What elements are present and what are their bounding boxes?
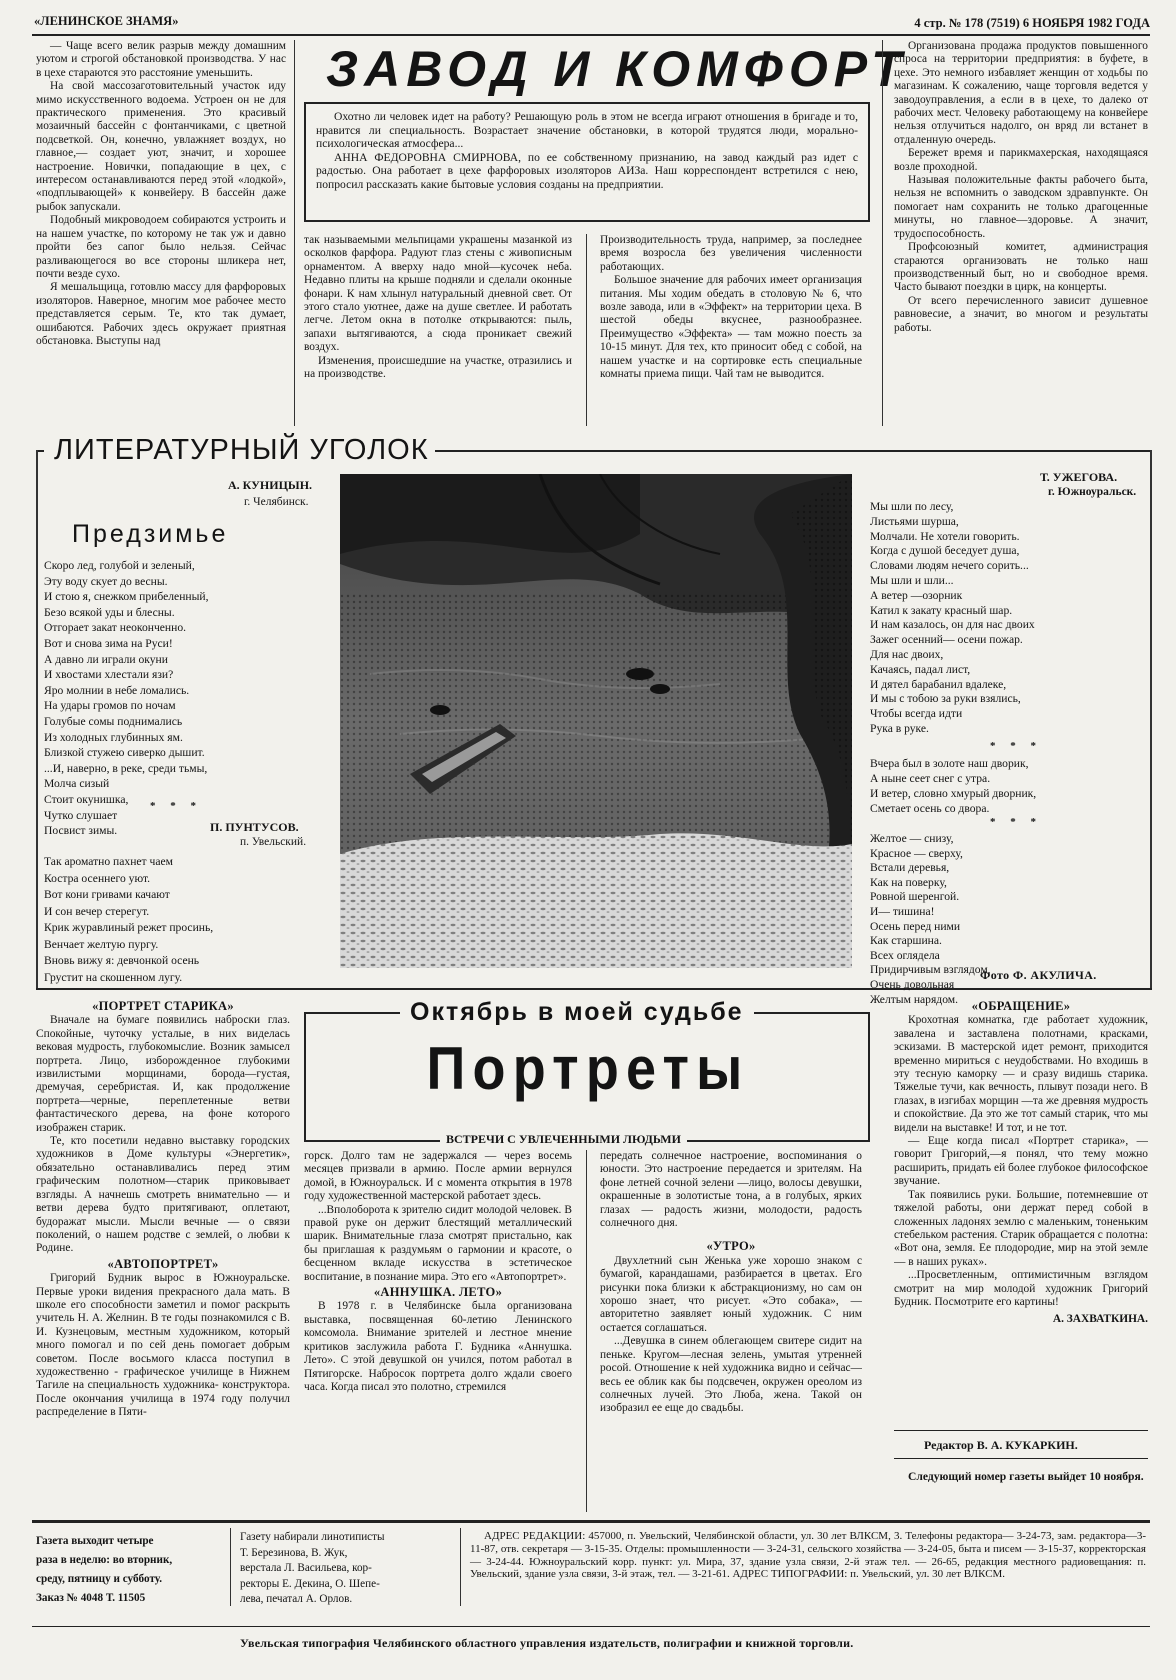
poem3-place: г. Южноуральск.: [1048, 486, 1137, 498]
poem1-place: г. Челябинск.: [244, 496, 309, 508]
poem-line: И хвостами хлестали язи?: [44, 668, 174, 682]
paragraph: передать солнечное настроение, воспоминания о юности. Это настроение передается и зрителям. На фоне летней сочной зелени —лицо, волосы девушки, окрашенные в золотистые тона, а в голубых, ярких глазах — радость жизни, молодости, радость солнечного дня.: [600, 1150, 862, 1230]
paragraph: Производительность труда, например, за последнее время возросла без увеличения численности работающих.: [600, 234, 862, 273]
poem-line: Как старшина.: [870, 934, 942, 948]
poem-line: Придирчивым взглядом,: [870, 963, 991, 977]
literary-frame-right: [1150, 450, 1152, 988]
paragraph: Крохотная комнатка, где работает художник, завалена и заставлена полотнами, красками, эскизами. В мастерской идет ремонт, приходится временно мириться с неудобствами. Но входишь в эту тесную каморку — и сразу видишь старика. Тяжелые тучи, как вечность, плывут позади него. В глазах, в изгибах морщин —та же древняя мудрость и спокойствие. Да это же тот самый старик, что мы видели на выставке! И тот, и не тот.: [894, 1014, 1148, 1134]
footer-rule-bottom: [32, 1626, 1150, 1627]
poem-line: Листьями шурша,: [870, 514, 959, 528]
separator-stars: * * *: [990, 740, 1042, 752]
poem-line: Близкой стужею сиверко дышит.: [44, 746, 205, 760]
poem-line: Чтобы всегда идти: [870, 707, 963, 721]
poem-line: Ровной шеренгой.: [870, 890, 960, 904]
article1-column-1: [36, 40, 286, 426]
poem-line: Качаясь, падал лист,: [870, 662, 971, 676]
poem-line: На удары громов по ночам: [44, 699, 176, 713]
poem-line: И— тишина!: [870, 904, 935, 918]
poem-line: Рука в руке.: [870, 721, 929, 735]
poem-line: Из холодных глубинных ям.: [44, 730, 183, 744]
article1-title: ЗАВОД И КОМФОРТ: [326, 41, 908, 97]
literary-title: ЛИТЕРАТУРНЫЙ УГОЛОК: [48, 434, 435, 467]
editor-rule: [894, 1430, 1148, 1431]
issue-info: 4 стр. № 178 (7519) 6 НОЯБРЯ 1982 ГОДА: [914, 16, 1150, 30]
poem-line: Когда с душой беседует душа,: [870, 544, 1020, 558]
paragraph: Организована продажа продуктов повышенного спроса на территории предприятия: в буфете, в цехе. Это немного избавляет женщин от ходьбы по магазинам. К сожалению, чаще торговля ведется у заводоуправления, а если в в цехе, то далеко от рабочих мест. Человеку работающему на конвейере нельзя отлучиться надолго, он вряд ли встанет в отдаленную очередь.: [894, 40, 1148, 146]
portraits-title: Портреты: [426, 1035, 750, 1102]
poem-line: Яро молнии в небе ломались.: [44, 683, 190, 697]
lead-paragraph: АННА ФЕДОРОВНА СМИРНОВА, по ее собственному признанию, на завод каждый раз идет с радостью. Она работает в цехе фарфоровых изоляторов АИЗа. Наш корреспондент встретился с нею, попросил рассказать какие бытовые условия созданы на предприятии.: [316, 150, 858, 191]
poem-line: И мы с тобою за руки взялись,: [870, 692, 1021, 706]
literary-frame-top: [432, 450, 1152, 452]
paragraph: На свой массозаготовительный участок иду мимо искусственного водоема. Устроен он не для практического применения. Это красивый мозаичный бассейн с фонтанчиками, с цветной подсветкой. Он, конечно, увлажняет воздух, но главное,— создает уют, значит, и хорошее настроение. Новички, попадающие в цех, с интересом останавливаются перед этой «лодкой», «подплывающей» к конвейеру. В бассейн даже рыбок запускали.: [36, 80, 286, 213]
poem-line: Костра осеннего уют.: [44, 871, 151, 885]
poem-line: Для нас двоих,: [870, 647, 944, 661]
poem-line: ...И, наверно, в реке, среди тьмы,: [44, 761, 208, 775]
paragraph: ...Вполоборота к зрителю сидит молодой человек. В правой руке он держит блестящий металлический шарик. Внимательные глаза смотрят пристально, как бы приглашая к раздумьям о гармонии и красоте, о бесценном вкладе искусства в эстетическое воспитание, в познание мира. Это его «Автопортрет».: [304, 1203, 572, 1283]
article2-column-2: [304, 1150, 572, 1512]
poem-line: И нам казалось, он для нас двоих: [870, 618, 1035, 632]
lake-photo-image: [340, 474, 852, 968]
article1-column-4: [894, 40, 1148, 426]
poem-line: Так ароматно пахнет чаем: [44, 855, 173, 868]
paragraph: Большое значение для рабочих имеет организация питания. Мы ходим обедать в столовую № 6, что возле завода, или в «Эффект» на территории цеха. В шестой обеды вкуснее, разнообразнее. Преимущество «Эффекта» — там можно поесть за 10-15 минут. Для тех, кто приносит обед с собой, на нашем участке и на сортировке есть специальные комнаты приема пищи. Чай там не выводится.: [600, 274, 862, 381]
footer-line: Заказ № 4048 Т. 11505: [36, 1592, 146, 1604]
paragraph: В 1978 г. в Челябинске была организована выставка, посвященная 60-летию Ленинского комсомола. Внимание зрителей и лестное мнение критиков заслужила работа Г. Будника «Аннушка. Лето». С этой девушкой он учился, потом работал в Пятигорске. Набросок портрета долго ждали своего часа. Когда писал это полотно, стремился: [304, 1300, 572, 1393]
paragraph: ...Просветленным, оптимистичным взглядом смотрит на мир молодой художник Григорий Будник. Посмотрите его картины!: [894, 1269, 1148, 1308]
poem-line: И сон вечер стерегут.: [44, 904, 150, 918]
subheading: «ОБРАЩЕНИЕ»: [971, 999, 1071, 1013]
column-rule: [586, 234, 587, 426]
portraits-kicker: Октябрь в моей судьбе: [400, 998, 754, 1027]
poem1-title: Предзимье: [72, 520, 229, 548]
editor-rule: [894, 1458, 1148, 1459]
article1-column-2: [304, 234, 572, 426]
poem3-text-b: [870, 756, 1144, 816]
article1-column-3: [600, 234, 862, 426]
poem2-place: п. Увельский.: [240, 836, 307, 848]
paragraph: так называемыми мельпицами украшены мазанкой из осколков фарфора. Радуют глаз стены с живописным орнаментом. А вверху надо мной—кусочек неба. Недавно плиты на крыше подняли и сделали оконные фонари. К нам хлынул натуральный дневной свет. От этого стало уютнее, даже на душе светлее. И работать легче. Летом окна в потолке открываются: пыль, запахи вытягиваются, а сюда проникает свежий воздух.: [304, 234, 572, 354]
poem-line: Чутко слушает: [44, 808, 118, 822]
poem3-text-c: [870, 832, 1144, 1007]
footer-line: раза в неделю: во вторник,: [36, 1554, 173, 1566]
lead-paragraph: Охотно ли человек идет на работу? Решающую роль в этом не всегда играют отношения в бригаде и то, нравится ли специальность. Возрастает значение обстановки, в которой трудятся люди, морально-психологическая атмосфера...: [316, 110, 858, 151]
paper-name: «ЛЕНИНСКОЕ ЗНАМЯ»: [34, 14, 179, 28]
poem-line: И ветер, словно хмурый дворник,: [870, 787, 1037, 800]
column-rule: [882, 40, 883, 426]
printer-line: Увельская типография Челябинского областного управления издательств, полиграфии и книжной торговли.: [240, 1636, 854, 1650]
poem-line: Зажег осенний— осени пожар.: [870, 633, 1023, 647]
poem1-author: А. КУНИЦЫН.: [228, 478, 313, 492]
masthead-rule: [32, 34, 1150, 36]
poem-line: Отгорает закат неоконченно.: [44, 621, 187, 635]
paragraph: Профсоюзный комитет, администрация стараются организовать не только наш производственный быт, но и свободное время. Часто бывают поездки в цирк, на концерты.: [894, 241, 1148, 294]
poem2-text: [44, 854, 320, 986]
poem-line: Эту воду скует до весны.: [44, 574, 168, 588]
poem-line: Осень перед ними: [870, 919, 961, 933]
subheading: «АННУШКА. ЛЕТО»: [373, 1285, 503, 1300]
subheading: «ПОРТРЕТ СТАРИКА»: [92, 999, 234, 1013]
poem-line: И дятел барабанил вдалеке,: [870, 677, 1007, 691]
paragraph: ...Девушка в синем облегающем свитере сидит на пеньке. Кругом—лесная зелень, умытая утренней росой. Отношение к ней художника видно и сейчас— весь ее облик как бы подсвечен, окружен ореолом из солнечных лучей. Это Люба, жена. Такой он изобразил ее еще до свадьбы.: [600, 1335, 862, 1415]
poem-line: Безо всякой уды и блесны.: [44, 605, 175, 619]
article2-column-3: [600, 1150, 862, 1512]
footer-rule: [230, 1528, 231, 1606]
footer-line: Т. Березинова, В. Жук,: [240, 1546, 348, 1559]
poem-line: Вот и снова зима на Руси!: [44, 636, 173, 650]
poem-line: Стоит окунишка,: [44, 792, 129, 806]
poem-line: Сметает осень со двора.: [870, 802, 990, 815]
footer-line: верстала Л. Васильева, кор-: [240, 1562, 372, 1575]
poem-line: Как на поверку,: [870, 875, 947, 889]
footer-staff: [240, 1530, 450, 1608]
article2-column-4: [894, 998, 1148, 1420]
footer-line: среду, пятницу и субботу.: [36, 1573, 163, 1585]
poem-line: Вчера был в золоте наш дворик,: [870, 757, 1029, 770]
poem-line: Очень довольная: [870, 977, 955, 991]
paragraph: Называя положительные факты рабочего быта, нельзя не вспомнить о заводском здравпункте. Он помогает нам сохранить не только драгоценные минуты, но главное—здоровье. А значит, трудоспособность.: [894, 174, 1148, 240]
poem-line: Вот кони гривами качают: [44, 888, 170, 901]
byline: А. ЗАХВАТКИНА.: [1052, 1313, 1148, 1326]
poem-line: И стою я, снежком прибеленный,: [44, 590, 209, 604]
paragraph: Бережет время и парикмахерская, находящаяся возле проходной.: [894, 147, 1148, 173]
subheading: «УТРО»: [706, 1239, 756, 1254]
paragraph: горск. Долго там не задержался — через восемь месяцев призвали в армию. После армии вернулся домой, в Южноуральск. И с момента открытия в 1978 году художественной мастерской работает здесь.: [304, 1150, 572, 1203]
lake-photo: [340, 474, 852, 968]
poem-line: А давно ли играли окуни: [44, 652, 168, 666]
footer-schedule: [36, 1532, 216, 1608]
poem-line: Желтым нарядом.: [870, 992, 959, 1006]
separator-stars: * * *: [150, 800, 202, 812]
footer-line: ректоры Е. Декина, О. Шепе-: [240, 1577, 380, 1590]
poem-line: Желтое — снизу,: [870, 832, 954, 845]
poem-line: Грустит на скошенном лугу.: [44, 970, 183, 984]
poem-line: Венчает желтую пургу.: [44, 937, 159, 951]
paragraph: Я мешальщица, готовлю массу для фарфоровых изоляторов. Наверное, многим мое рабочее место представляется серым. Те, кто так думает, ошибаются. Рабочих здесь окружает приятная обстановка. Выступы над: [36, 281, 286, 347]
poem-line: Крик журавлиный режет просинь,: [44, 921, 214, 934]
poem-line: Скоро лед, голубой и зеленый,: [44, 559, 195, 572]
subheading: «АВТОПОРТРЕТ»: [107, 1256, 219, 1271]
paragraph: Подобный микроводоем собираются устроить и на нашем участке, по которому не так уж и давно пройти без сапог было нельзя. Сейчас разливающегося во все стороны шликера нет, почти везде сухо.: [36, 214, 286, 280]
poem1-text: [44, 558, 320, 839]
paragraph: Те, кто посетили недавно выставку городских художников в Доме культуры «Энергетик», обязательно останавливались перед этим графическим полотном—старик приковывает взгляды. А начнешь смотреть внимательно — и ветви дерева будто притягивают, оплетают, будоражат мысли. Мысли вечные — о связи поколений, о нашем родстве с землей, о любви к Родине.: [36, 1135, 290, 1255]
article2-column-1: [36, 998, 290, 1512]
poem3-author: Т. УЖЕГОВА.: [1040, 470, 1118, 484]
article1-lead: [304, 102, 870, 222]
paragraph: Изменения, происшедшие на участке, отразились и на производстве.: [304, 354, 572, 381]
portraits-rubric: ВСТРЕЧИ С УВЛЕЧЕННЫМИ ЛЮДЬМИ: [440, 1132, 687, 1147]
footer-line: Газета выходит четыре: [36, 1535, 154, 1547]
paragraph: От всего перечисленного зависит душевное равновесие, а значит, во многом и результаты работы.: [894, 294, 1148, 334]
poem-line: Мы шли и шли...: [870, 573, 954, 587]
footer-rule: [460, 1528, 461, 1606]
poem-line: Голубые сомы поднимались: [44, 714, 183, 728]
paragraph: Григорий Будник вырос в Южноуральске. Первые уроки видения прекрасного дала мать. В школе его способности заметил и помог раскрыть учитель Н. А. Желнин. В те годы познакомился с В. И. Кузнецовым, местным художником, который много помогал и по сей день помогает добрым советом. После восьмого класса поступил в художественно - графическое училище в Нижнем Тагиле на специальность художника- конструктора. После окончания училища в 1974 году получил распределение в Пяти-: [36, 1272, 290, 1419]
poem-line: Всех оглядела: [870, 948, 940, 962]
poem-line: Красное — сверху,: [870, 846, 963, 860]
separator-stars: * * *: [990, 816, 1042, 828]
footer-address: АДРЕС РЕДАКЦИИ: 457000, п. Увельский, Челябинской области, ул. 30 лет ВЛКСМ, 3. Телефоны редактора— 3-24-73, зам. редактора—3-11-87, отв. секретаря — 3-15-35. Отделы: промышленности — 3-24-31, сельского хозяйства — 3-24-05, быта и писем — 3-15-37, корректорская — 3-24-44. Южноуральский корр. пункт: ул. Мира, 37, здание узла связи, 2-й этаж тел. — 26-65, редакция местного радиовещания: п. Увельский, здание узла связи, 3-й этаж, тел. — 3-21-61. АДРЕС ТИПОГРАФИИ: п. Увельский, ул. 30 лет ВЛКСМ.: [470, 1530, 1146, 1581]
footer-line: лева, печатал А. Орлов.: [240, 1593, 353, 1606]
column-rule: [586, 1150, 587, 1512]
footer-line: Газету набирали линотиписты: [240, 1531, 385, 1543]
poem-line: Словами людям нечего сорить...: [870, 559, 1029, 573]
poem-line: Встали деревья,: [870, 861, 950, 875]
poem-line: Молча сизый: [44, 777, 110, 791]
poem-line: Молчали. Не хотели говорить.: [870, 529, 1020, 543]
poem3-text-a: [870, 500, 1144, 737]
poem-line: Мы шли по лесу,: [870, 500, 954, 513]
editor-line: Редактор В. А. КУКАРКИН.: [924, 1438, 1078, 1452]
column-rule: [294, 40, 295, 426]
poem2-author: П. ПУНТУСОВ.: [210, 820, 299, 834]
poem-line: Вновь вижу я: девчонкой осень: [44, 954, 200, 967]
poem-line: Катил к закату красный шар.: [870, 603, 1013, 617]
paragraph: — Чаще всего велик разрыв между домашним уютом и строгой обстановкой производства. У нас в цехе стараются это расстояние уменьшить.: [36, 40, 286, 79]
paragraph: Вначале на бумаге появились наброски глаз. Спокойные, чуточку усталые, в них виделась вековая мудрость, глубокомыслие. Возник замысел портрета. Лицо, изборожденное глубокими извилистыми морщинами, борода—густая, дремучая, серебристая. И, как продолжение портрета—черные, переплетенные ветви фантастического дерева, на фоне которого изображен старик.: [36, 1014, 290, 1134]
poem-line: А ветер —озорник: [870, 588, 963, 602]
footer-rule-top: [32, 1520, 1150, 1523]
poem-line: А ныне сеет снег с утра.: [870, 772, 991, 785]
photo-credit: Фото Ф. АКУЛИЧА.: [980, 968, 1097, 982]
paragraph: Так появились руки. Большие, потемневшие от тяжелой работы, они держат перед собой в сложенных ладонях землю с маленьким, тоненьким стебельком растения. Старик обращается с полотна: «Вот она, земля. Ее плодородие, мир на этой земле— в наших руках».: [894, 1188, 1148, 1268]
literary-frame-left: [36, 450, 38, 988]
poem-line: Посвист зимы.: [44, 824, 118, 838]
next-issue-note: Следующий номер газеты выйдет 10 ноября.: [908, 1470, 1144, 1483]
paragraph: — Еще когда писал «Портрет старика», —говорит Григорий,—я понял, что тему можно расширить, придать ей более глубокое философское звучание.: [894, 1135, 1148, 1188]
paragraph: Двухлетний сын Женька уже хорошо знаком с бумагой, карандашами, разбирается в цветах. Его рисунки пока близки к абстракционизму, но сам он хорошо знает, что рисует. «Это собака», —авторитетно заявляет юный художник. С ним остается соглашаться.: [600, 1254, 862, 1334]
